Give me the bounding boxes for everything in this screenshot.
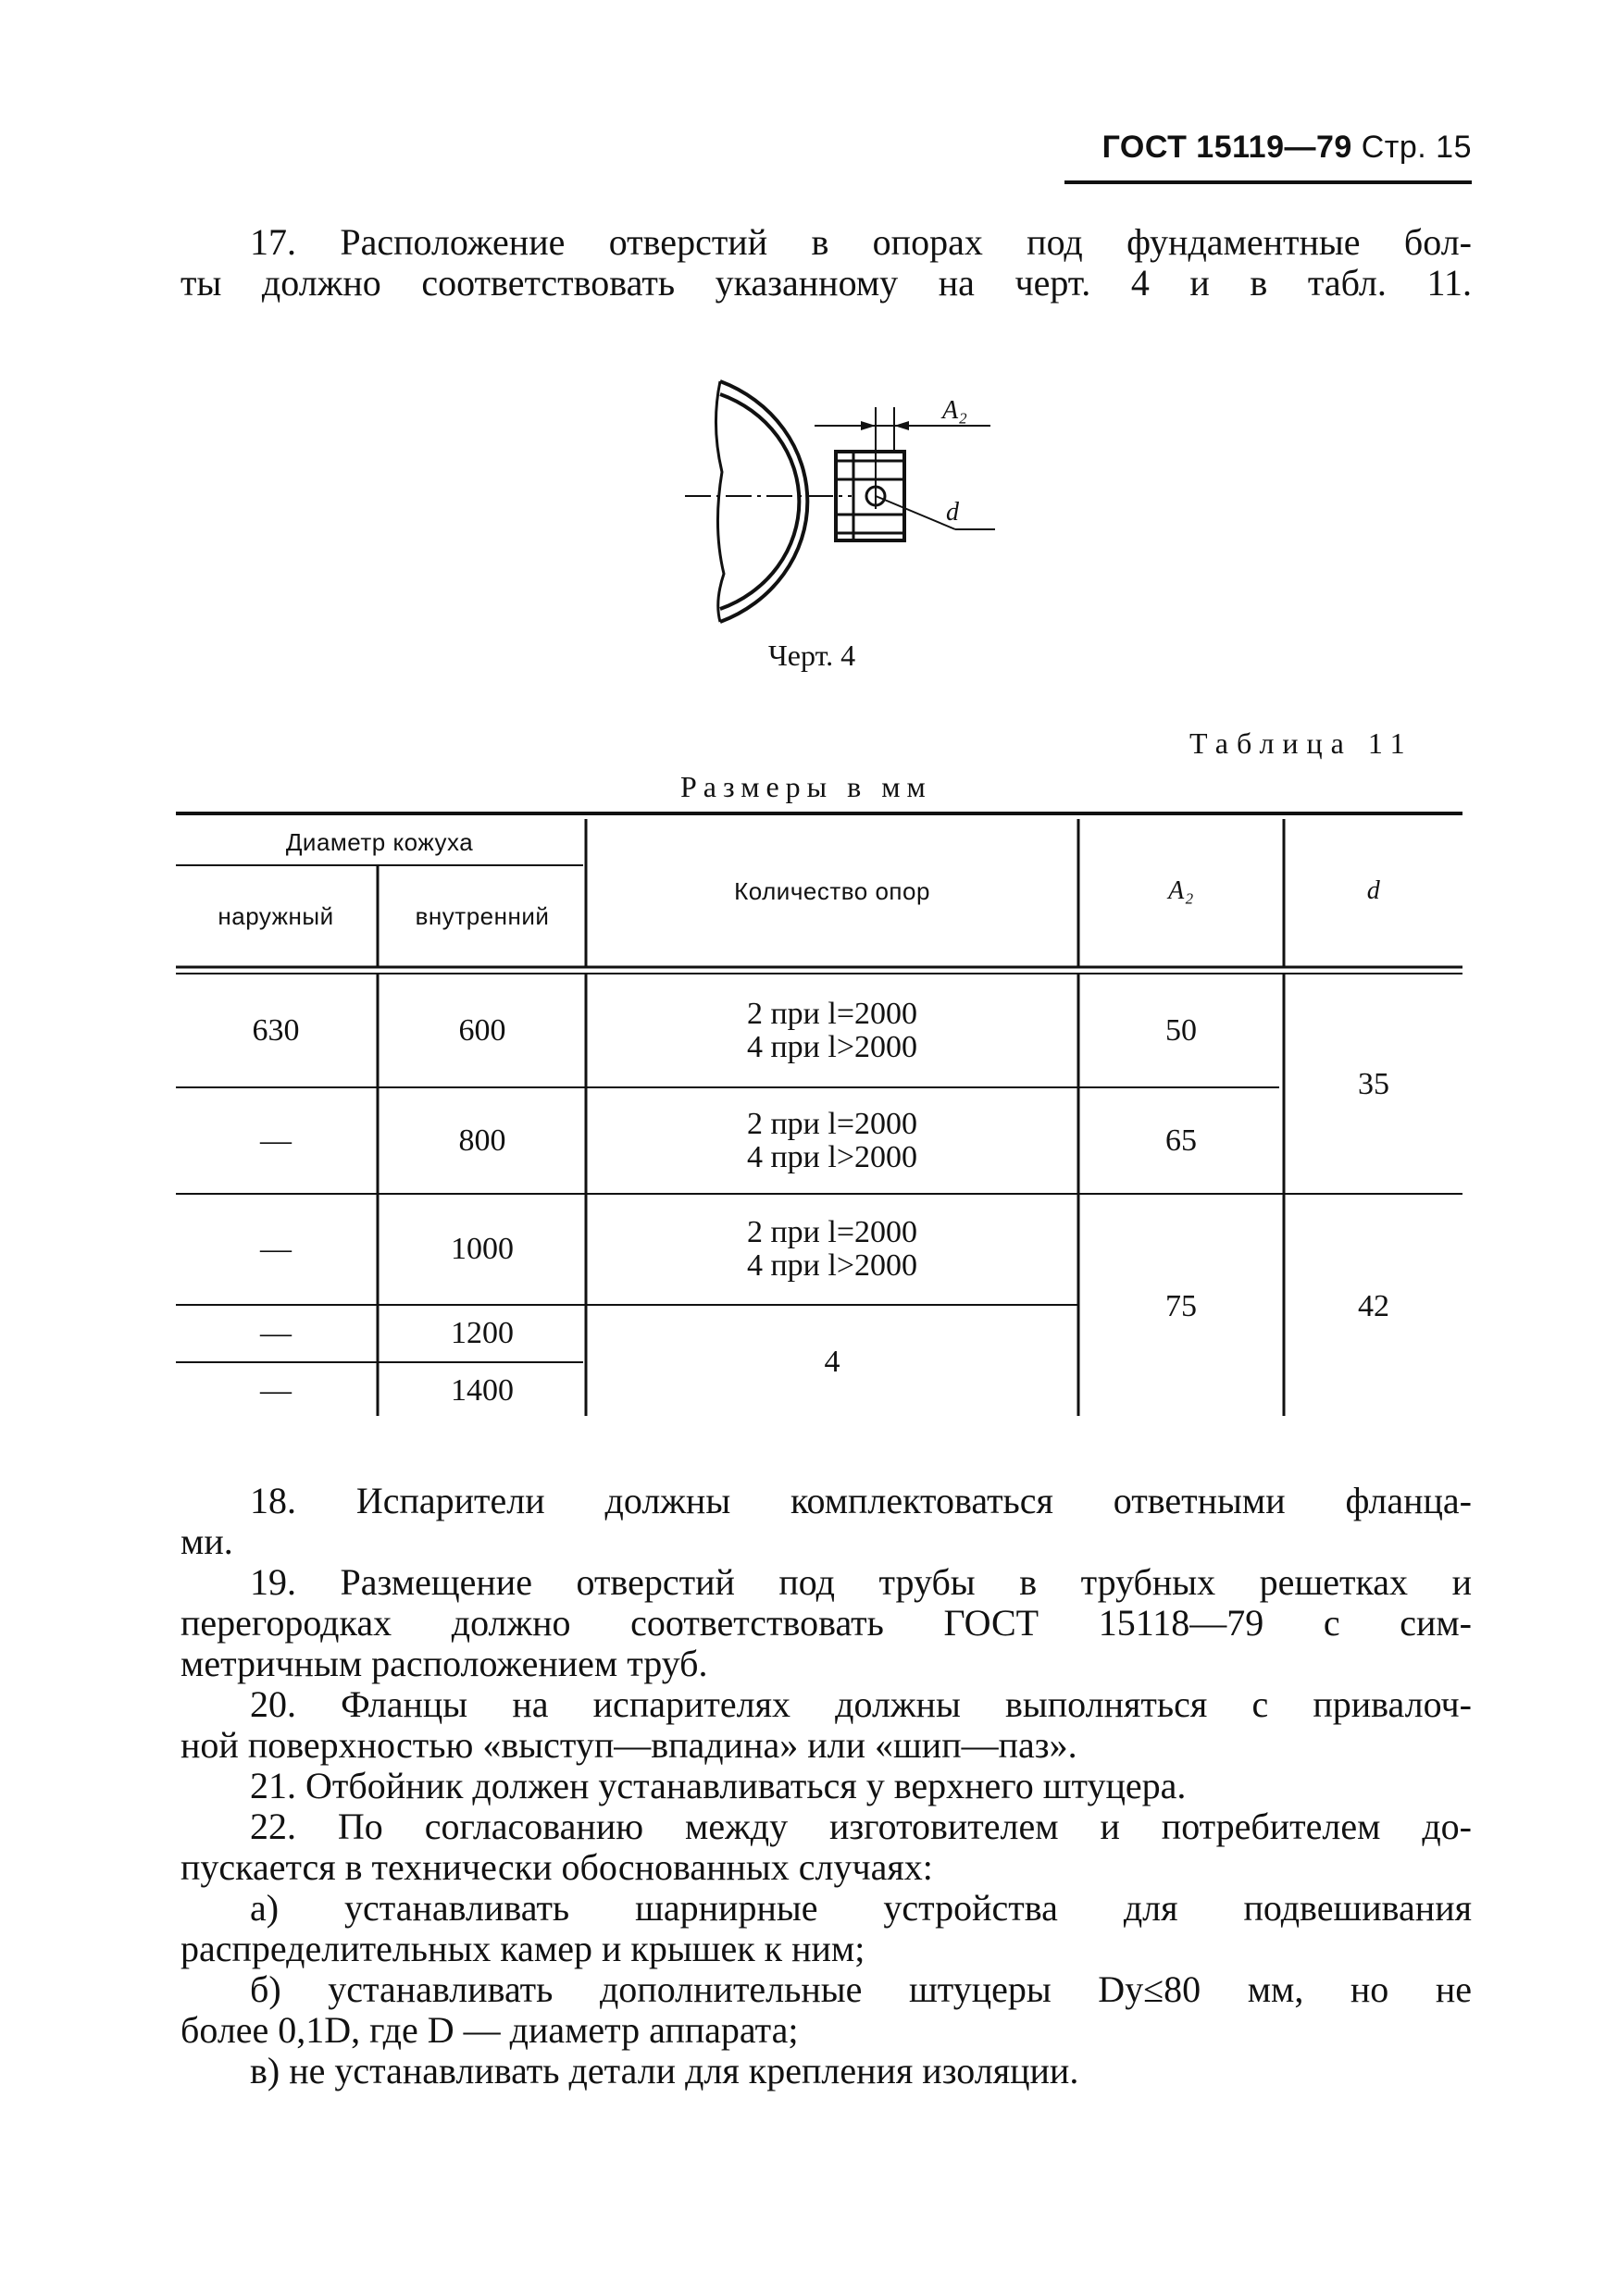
item-b: б) устанавливать дополнительные штуцеры Dу≤80 мм, но не [250,1968,1472,2010]
column-group-header: Диаметр кожуха [285,828,474,856]
table-cell: 630 [252,1013,300,1048]
table-cell: 2 при l=2000 4 при l>2000 [746,997,917,1064]
table-cell: — [260,1123,292,1158]
table-cell: 600 [458,1013,506,1048]
paragraph-22: 22. По согласованию между изготовителем и потребителем до- [250,1806,1472,1847]
page-number: Стр. 15 [1361,130,1472,165]
table-cell: — [260,1232,292,1266]
table-cell: 1400 [451,1373,514,1408]
dimension-label-a2: A₂ [942,396,967,425]
table-cell: 75 [1165,1289,1197,1323]
table-cell: 1200 [451,1316,514,1350]
table-title: Таблица 11 [1189,726,1413,760]
column-header-d: d [1366,875,1381,905]
drawing-caption: Черт. 4 [768,639,856,672]
table-11 [176,810,1462,1421]
column-header-outer: наружный [218,902,334,930]
page-header [1064,130,1472,184]
shell-outer-arc [720,381,807,622]
table-cell: 65 [1165,1123,1197,1158]
table-cell: 800 [458,1123,506,1158]
table-cell: 2 при l=2000 4 при l>2000 [746,1215,917,1283]
dimension-label-d: d [946,498,959,527]
item-a: а) устанавливать шарнирные устройства для подвешивания [250,1887,1472,1929]
paragraph-20: 20. Фланцы на испарителях должны выполняться с привалоч- [250,1683,1472,1725]
shell-inner-arc [720,394,799,609]
column-header-count: Количество опор [734,876,930,905]
table-cell: — [260,1373,292,1408]
table-cell: — [260,1316,292,1350]
paragraph-18: 18. Испарители должны комплектоваться ответными фланца- [250,1480,1472,1521]
support-bracket [836,452,904,540]
paragraph-21: 21. Отбойник должен устанавливаться у верхнего штуцера. [250,1765,1187,1806]
paragraph-17: 17. Расположение отверстий в опорах под фундаментные бол- ты должно соответствовать указанному на черт. 4 и в табл. 11. [180,221,1472,304]
table-cell: 42 [1358,1289,1389,1323]
drawing-4 [685,370,1000,639]
table-units: Размеры в мм [680,770,932,803]
table-cell: 2 при l=2000 4 при l>2000 [746,1107,917,1174]
column-header-inner: внутренний [415,902,550,930]
table-cell: 35 [1358,1067,1389,1101]
table-cell: 50 [1165,1013,1197,1048]
table-cell: 1000 [451,1232,514,1266]
column-header-a2: A₂ [1168,875,1194,905]
paragraph-19: 19. Размещение отверстий под трубы в трубных решетках и [250,1561,1472,1603]
support-hole-drawing [685,370,1000,639]
item-v: в) не устанавливать детали для крепления изоляции. [250,2050,1079,2091]
standard-number: ГОСТ 15119—79 [1101,130,1352,165]
break-line [716,381,724,622]
paragraphs-18-22: 18. Испарители должны комплектоваться ответными фланца- ми. 19. Размещение отверстий под трубы в трубных решетках и перегородках должно соответствовать ГОСТ 15118—79 с сим- метричным расположением труб. 20. Фланцы на испарителях должны выполняться с привалоч- ной поверхностью «выступ—впадина» или «шип—паз». 21. Отбойник должен устанавливаться у верхнего штуцера. 22. По согласованию между изготовителем и потребителем до- пускается в технически обоснованных случаях: а) устанавливать шарнирные устройства для подвешивания распределительных камер и крышек к ним; б) устанавливать дополнительные штуцеры Dу≤80 мм, но не более 0,1D, где D — диаметр аппарата; в) не устанавливать детали для крепления изоляции. [180,1480,1472,2091]
table-cell: 4 [824,1345,840,1379]
